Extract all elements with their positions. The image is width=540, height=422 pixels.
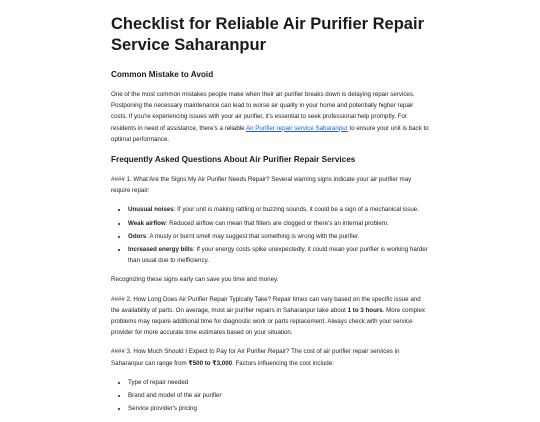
faq-q2-duration: 1 to 3 hours — [347, 306, 383, 314]
list-item-text: : If your energy costs spike unexpectedly, it could mean your purifier is working harder than usual due to inefficiency. — [128, 246, 428, 265]
faq-q3-factors-list — [111, 377, 429, 415]
list-item — [128, 218, 429, 229]
faq-q3-text-end: . Factors influencing the cost include: — [232, 359, 334, 367]
faq-q3-paragraph — [111, 346, 429, 368]
list-item-text: : Reduced airflow can mean that filters are clogged or there's an internal problem. — [165, 219, 389, 227]
repair-service-link[interactable]: Air Purifier repair service Saharanpur — [245, 124, 348, 132]
list-item-text: : A musty or burnt smell may suggest that something is wrong with the purifier. — [146, 232, 360, 240]
section-heading-common-mistake: Common Mistake to Avoid — [111, 70, 214, 79]
faq-q3-text: #### 3. How Much Should I Expect to Pay for Air Purifier Repair? The cost of air purifier repair services in Saharanpur can range from — [111, 348, 400, 367]
list-item — [128, 244, 429, 266]
list-item — [128, 204, 429, 215]
faq-q1-closing: Recognizing these signs early can save you time and money. — [111, 276, 279, 284]
list-item: • Service provider's pricing — [128, 403, 429, 414]
faq-q1-intro: #### 1. What Are the Signs My Air Purifier Needs Repair? Several warning signs indicate your air purifier may require repair: — [111, 176, 412, 195]
common-mistake-text-end: to ensure your unit is back to optimal performance. — [111, 124, 429, 143]
list-item: • Type of repair needed — [128, 377, 429, 388]
list-item-term: Increased energy bills — [128, 246, 193, 254]
common-mistake-paragraph — [111, 89, 429, 145]
list-item-term: Weak airflow — [128, 219, 166, 227]
list-item-text: : If your unit is making rattling or buzzing sounds, it could be a sign of a mechanical issue. — [173, 206, 419, 214]
article — [111, 14, 429, 422]
list-item — [128, 231, 429, 242]
list-item-term: Unusual noises — [128, 206, 174, 214]
faq-q2-paragraph — [111, 294, 429, 339]
faq-q1-signs-list — [111, 204, 429, 266]
faq-q3-price-range: ₹500 to ₹3,000 — [188, 359, 233, 367]
faq-q2-text: #### 2. How Long Does Air Purifier Repair Typically Take? Repair times can vary based on the specific issue and the availability of parts. On average, most air purifier repairs in Saharanpur take about — [111, 295, 421, 314]
page-title: Checklist for Reliable Air Purifier Repair Service Saharanpur — [111, 15, 424, 54]
list-item: • Brand and model of the air purifier — [128, 390, 429, 401]
faq-q2-text-end: . More complex problems may require additional time for diagnostic work or parts replacement. Always check with your service provider for more accurate time estimates based on your situation. — [111, 306, 425, 337]
section-heading-faq: Frequently Asked Questions About Air Purifier Repair Services — [111, 155, 356, 165]
common-mistake-text: One of the most common mistakes people make when their air purifier breaks down is delaying repair services. Postponing the necessary maintenance can lead to worse air quality in your home and potentially higher repair costs. If you're experiencing issues with your air purifier, it's essential to seek professional help promptly. For residents in need of assistance, there's a reliable — [111, 91, 415, 132]
list-item-term: Odors — [128, 232, 147, 240]
